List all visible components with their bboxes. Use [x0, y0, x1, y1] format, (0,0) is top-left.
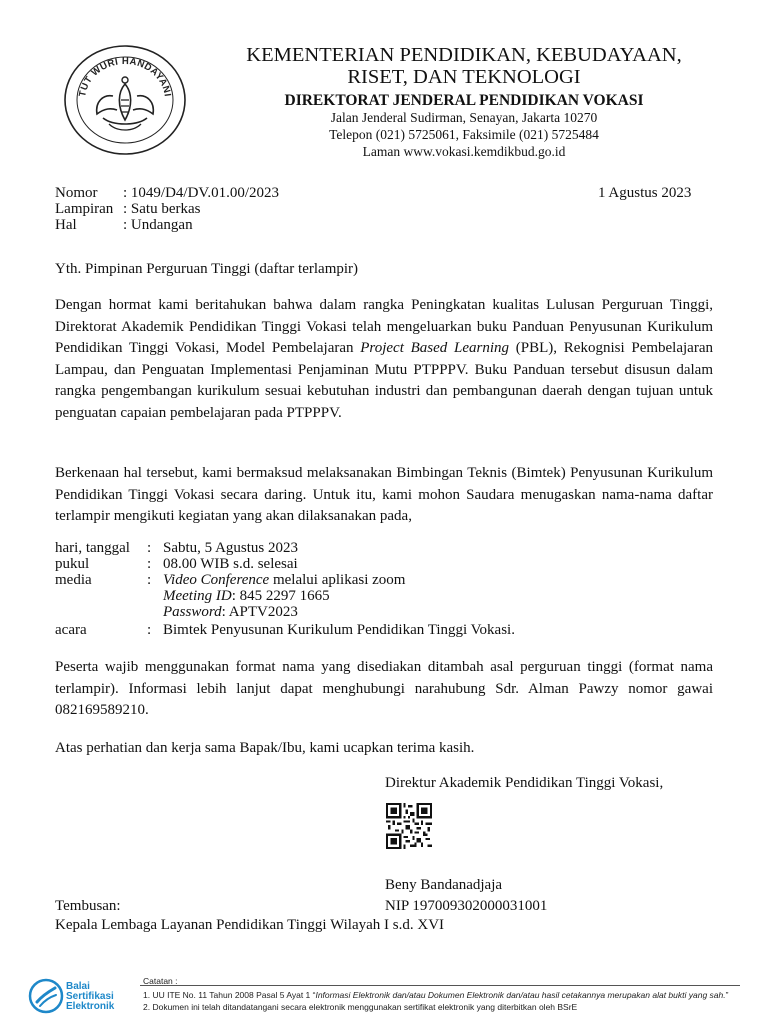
qr-code [386, 803, 432, 849]
letter-date: 1 Agustus 2023 [598, 185, 692, 201]
footer-note-1-part1: 1. UU ITE No. 11 Tahun 2008 Pasal 5 Ayat 1 “ [143, 990, 316, 1000]
paragraph-purpose: Berkenaan hal tersebut, kami bermaksud melaksanakan Bimbingan Teknis (Bimtek) Penyusunan Kurikulum Pendidikan Tinggi Vokasi secara daring. Untuk itu, kami mohon Saudara menugaskan nama-nama daftar terlampir mengikuti kegiatan yang akan dilaksanakan pada, [55, 465, 713, 524]
schedule-colon: : [147, 622, 152, 638]
footer-note-1-italic: Informasi Elektronik dan/atau Dokumen Elektronik dan/atau hasil cetakannya merupakan alat bukti yang sah. [315, 990, 726, 1000]
bse-name-line3: Elektronik [66, 1001, 115, 1012]
schedule-acara-value: Bimtek Penyusunan Kurikulum Pendidikan Tinggi Vokasi. [163, 622, 515, 638]
letterhead-website: Laman www.vokasi.kemdikbud.go.id [362, 144, 566, 159]
footer-note-2: 2. Dokumen ini telah ditandatangani secara elektronik menggunakan sertifikat elektronik yang diterbitkan oleh BSrE [143, 1002, 578, 1012]
meeting-id-label: Meeting ID [163, 588, 232, 604]
bse-logo-icon [28, 978, 64, 1014]
tut-wuri-handayani-logo [63, 44, 187, 156]
media-rest: melalui aplikasi zoom [269, 572, 406, 588]
letterhead-address: Jalan Jenderal Sudirman, Senayan, Jakarta 10270 [330, 110, 598, 125]
schedule-colon: : [147, 540, 152, 556]
addressee: Yth. Pimpinan Perguruan Tinggi (daftar terlampir) [55, 261, 359, 277]
bse-name-line1: Balai [66, 981, 90, 992]
paragraph-intro [55, 295, 713, 424]
lampiran-label: Lampiran [55, 201, 114, 217]
paragraph-intro-part2: (PBL), Rekognisi Pembelajaran Lampau, dan Penguatan Implementasi Penjaminan Mutu PTPPPV. Buku Panduan tersebut disusun dalam rangka pengembangan kurikulum sesuai kebutuhan industri dan pembangunan daerah dengan tujuan untuk penguatan capaian pembelajaran pada PTPPPV. [55, 340, 713, 421]
schedule-pukul-label: pukul [55, 556, 90, 572]
signatory-name: Beny Bandanadjaja [385, 877, 503, 893]
letterhead-phone: Telepon (021) 5725061, Faksimile (021) 5725484 [329, 127, 599, 142]
hal-value: : Undangan [123, 217, 193, 233]
bse-name-line2: Sertifikasi [66, 991, 114, 1002]
ministry-name-line2: RISET, DAN TEKNOLOGI [347, 66, 581, 88]
password-value: : APTV2023 [221, 604, 298, 620]
signatory-title: Direktur Akademik Pendidikan Tinggi Vokasi, [385, 775, 664, 791]
nomor-label: Nomor [55, 185, 98, 201]
media-italic: Video Conference [163, 572, 270, 588]
svg-text:TUT WURI HANDAYANI: TUT WURI HANDAYANI [77, 55, 173, 98]
schedule-password [163, 604, 298, 620]
tembusan-label: Tembusan: [55, 898, 121, 914]
paragraph-intro-part1: Dengan hormat kami beritahukan bahwa dalam rangka Peningkatan kualitas Lulusan Perguruan Tinggi, Direktorat Akademik Pendidikan Tinggi Vokasi telah mengeluarkan buku Panduan Penyusunan Kurikulum Pendidikan Tinggi Vokasi, Model Pembelajaran [55, 297, 713, 356]
directorate-name: DIREKTORAT JENDERAL PENDIDIKAN VOKASI [284, 92, 644, 109]
schedule-colon: : [147, 556, 152, 572]
schedule-acara-label: acara [55, 622, 87, 638]
signatory-nip: NIP 197009302000031001 [385, 898, 548, 914]
tembusan-recipient: Kepala Lembaga Layanan Pendidikan Tinggi Wilayah I s.d. XVI [55, 917, 445, 933]
schedule-hari-label: hari, tanggal [55, 540, 130, 556]
schedule-pukul-value: 08.00 WIB s.d. selesai [163, 556, 298, 572]
ministry-name-line1: KEMENTERIAN PENDIDIKAN, KEBUDAYAAN, [246, 44, 682, 66]
schedule-media-value [163, 572, 405, 588]
schedule-media-label: media [55, 572, 92, 588]
footer-note-1 [143, 990, 728, 1000]
meeting-id-value: : 845 2297 1665 [231, 588, 330, 604]
catatan-label: Catatan : [143, 976, 178, 986]
paragraph-contact: Peserta wajib menggunakan format nama yang disediakan ditambah asal perguruan tinggi (format nama terlampir). Informasi lebih lanjut dapat menghubungi narahubung Sdr. Alman Pawzy nomor gawai 082169589210. [55, 659, 713, 718]
paragraph-closing: Atas perhatian dan kerja sama Bapak/Ibu, kami ucapkan terima kasih. [55, 740, 475, 756]
schedule-colon: : [147, 572, 152, 588]
footer-note-1-part2: ” [725, 990, 729, 1000]
schedule-meeting-id [163, 588, 330, 604]
paragraph-intro-italic: Project Based Learning [360, 340, 510, 356]
lampiran-value: : Satu berkas [123, 201, 201, 217]
password-label: Password [163, 604, 222, 620]
schedule-hari-value: Sabtu, 5 Agustus 2023 [163, 540, 299, 556]
hal-label: Hal [55, 217, 77, 233]
footer-divider [140, 985, 740, 986]
nomor-value: : 1049/D4/DV.01.00/2023 [123, 185, 279, 201]
